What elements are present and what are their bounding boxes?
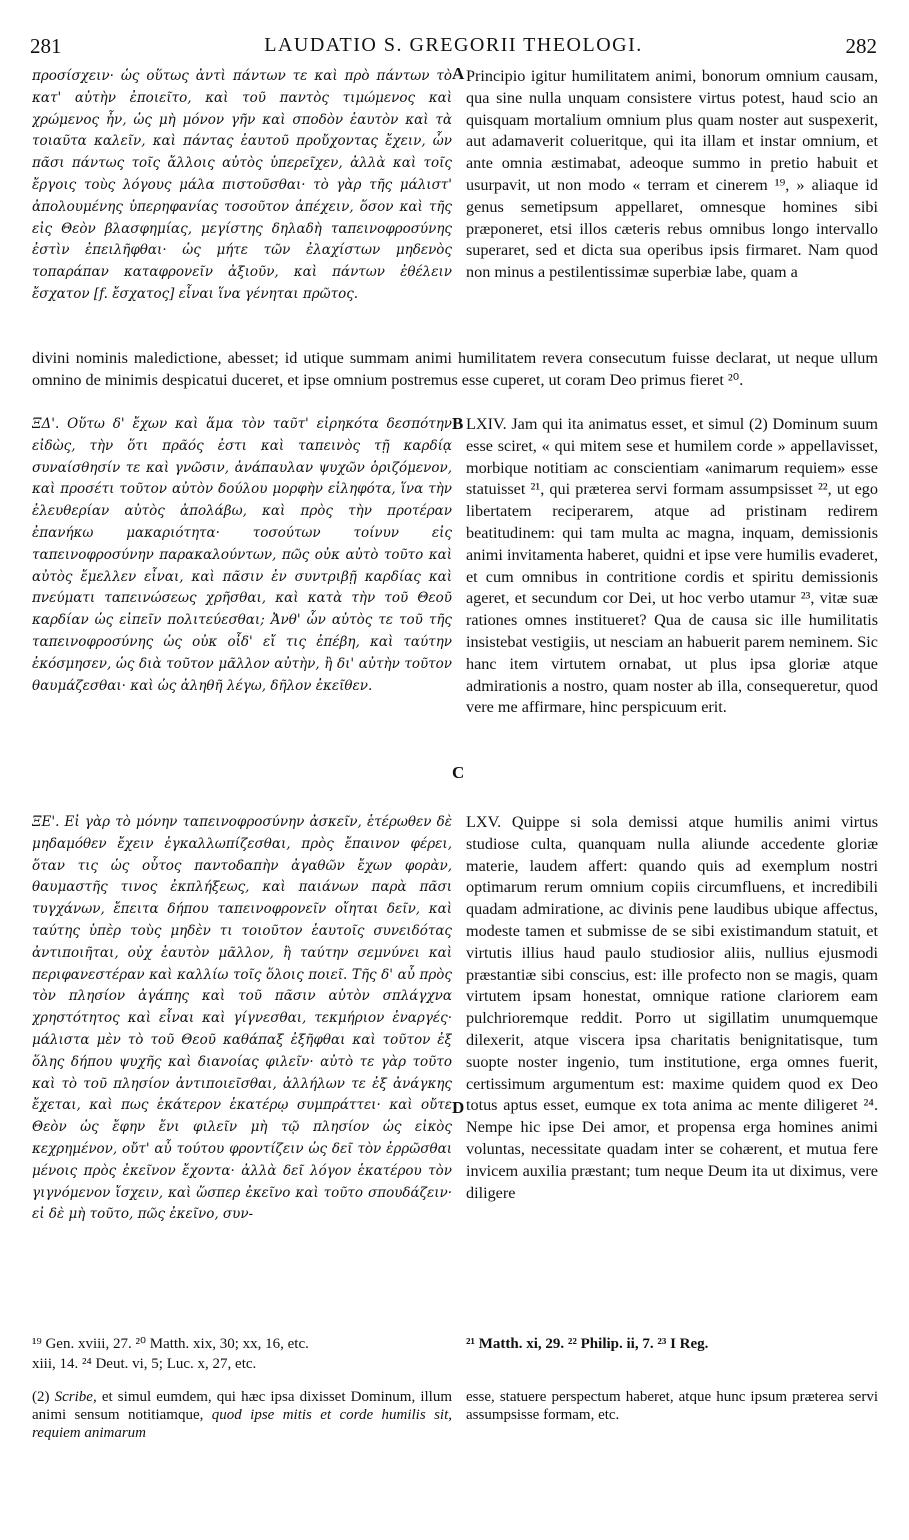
note-scribe: Scribe, bbox=[54, 1389, 97, 1405]
margin-letter-c: C bbox=[452, 763, 465, 782]
footnote-references-greek-1: ¹⁹ Gen. xviii, 27. ²⁰ Matth. xix, 30; xx, 16, etc. bbox=[32, 1336, 309, 1352]
latin-paragraph-2: LXIV. Jam qui ita animatus esset, et simul (2) Dominum suum esse sciret, « qui mitem sese et humilem corde » appellavisset, morbique notitiam ac conscientiam «animarum requiem» esse statuisset ²¹, qui præterea servi formam assumpsisset ²², ut ego libertatem reciperarem, atque ad pristinam redirem beatitudinem: qui tam multa ac magna, inquam, demissionis animi invitamenta haberet, quidni et ipse vere humilis evaderet, et cum omnibus in contritione cordis et spiritu demissionis ageret, et secundum cor Dei, ut hoc verbo utamur ²³, vitæ suæ rationes omnes institueret? Qua de causa sic ille humilitatis insistebat vestigiis, ut nesciam an habuerit parem neminem. Sic hanc item virtutem ornabat, ut plus ipsa gloriæ atque admirationis a nostro, quam noster ab illa, consequeretur, quod vere me affirmare, hinc perspicuum erit. bbox=[466, 415, 878, 717]
footnote-references-latin: ²¹ Matth. xi, 29. ²² Philip. ii, 7. ²³ I Reg. bbox=[466, 1336, 709, 1352]
greek-paragraph-3: ΞΕ'. Εἰ γὰρ τὸ μόνην ταπεινοφροσύνην ἀσκεῖν, ἑτέρωθεν δὲ μηδαμόθεν ἔχειν ἐγκαλλωπίζεσθαι, πρὸς ἔπαινον φέρει, ὅταν τις ὡς οὗτος παντοδαπὴν ἀγαθῶν ἔχων φορὰν, θαυμαστῆς τινος ἐκπλήξεως, καὶ παιάνων παρὰ πᾶσι τυγχάνων, ἔπειτα δήπου ταπεινοφρονεῖν οἴηται δεῖν, καὶ ταύτης ὑπὲρ τοὺς μηδὲν τι τοιοῦτον ἑαυτοῖς συνειδότας ἀντιποιῆται, οὐχ ἑαυτὸν μᾶλλον, ἢ ταύτην σεμνύνει καὶ περιφανεστέραν καὶ καλλίω τοῖς ὅλοις ποιεῖ. Τῆς δ' αὖ πρὸς τὸν πλησίον ἀγάπης καὶ τοῦ πᾶσιν αὐτὸν σπλάγχνα χρηστότητος καὶ εἶναι καὶ γίγνεσθαι, τεκμήριον ἐναργές· μάλιστα μὲν τὸ τοῦ Θεοῦ καθάπαξ ἐξῆφθαι καὶ τοῦτον ἐξ ὅλης δήπου ψυχῆς καὶ διανοίας φιλεῖν· αὐτὸ τε γὰρ τοῦτο καὶ τὸ τοῦ πλησίον ἀντιποιεῖσθαι, ἀλλήλων τε ἐξ ἀνάγκης ἔχεται, καὶ πως ἑκάτερον ἑκατέρῳ συμπράττει· καὶ οὔτε Θεὸν ὡς ἔφην ἔνι φιλεῖν μὴ τῷ πλησίον ὡς εἰκὸς κεχρημένον, οὔτ' αὖ τούτου φροντίζειν ὡς δεῖ τὸν ἐρρῶσθαι μένοις πρὸς ἐκεῖνον ἔχοντα· ἀλλὰ δεῖ λόγον ἑκατέρου τὸν γιγνόμενον ἴσχειν, καὶ ὥσπερ ἐκεῖνο καὶ τοῦτο σπουδάζειν· εἰ δὲ μὴ τοῦτο, πῶς ἐκεῖνο, συν- bbox=[32, 814, 452, 1223]
note-label: (2) bbox=[32, 1389, 50, 1405]
page-number-right: 282 bbox=[845, 34, 877, 58]
note-italic-3: servi assumpsisse formam, bbox=[466, 1389, 879, 1423]
margin-letter-d: D bbox=[452, 1098, 465, 1117]
margin-letter-a: A bbox=[452, 64, 465, 83]
latin-fullwidth-paragraph: divini nominis maledictione, abesset; id utique summam animi humilitatem revera consecutum fuisse declarat, ut neque ullum omnino de minimis despicatui duceret, et ipse omnium postremus esse cuperet, ut coram Deo primus fieret ²⁰. bbox=[32, 349, 878, 389]
greek-paragraph-1: προσίσχειν· ὡς οὕτως ἀντὶ πάντων τε καὶ πρὸ πάντων τὸ κατ' αὐτὴν ἐποιεῖτο, καὶ τοῦ παντὸς τιμώμενος καὶ χρώμενος ἦν, ὡς μὴ μόνον γῆν καὶ σποδὸν ἑαυτὸν καὶ τὰ τοιαῦτα καλεῖν, καὶ πάντας ἑαυτοῦ προὔχοντας ἔχειν, ὧν πᾶσι πάντως τοῖς ἄλλοις αὐτὸς ὑπερεῖχεν, ἀλλὰ καὶ τοῖς ἔργοις τοὺς λόγους μάλα πιστοῦσθαι· τὸ γὰρ τῆς μάλιστ' ἀπολουμένης ὑπερηφανίας τοσοῦτον ἀπέχειν, ὅσον καὶ τῆς εἰς Θεὸν βλασφημίας, μεγίστης δηλαδὴ ταπεινοφροσύνης ἐστὶν ἐπειλῆφθαι· ὡς μήτε τῶν ἐλαχίστων μηδενὸς τοπαράπαν καταφρονεῖν ἀξιοῦν, καὶ πάντων ἐθέλειν ἔσχατον [f. ἔσχατος] εἶναι ἵνα γένηται πρῶτος. bbox=[32, 68, 452, 302]
greek-paragraph-2: ΞΔ'. Οὕτω δ' ἔχων καὶ ἅμα τὸν ταῦτ' εἰρηκότα δεσπότην εἰδὼς, τὴν ὅτι πρᾶός ἐστι καὶ ταπεινὸς τῇ καρδίᾳ συναίσθησίν τε καὶ γνῶσιν, ἀνάπαυλαν ψυχῶν ὁριζόμενον, καὶ προσέτι τοῦτον αὐτὸν δούλου μορφὴν εἰληφότα, ἵνα τὴν ἐλευθερίαν αὐτὸς ἀπολάβω, καὶ πρὸς τὴν προτέραν ἐπανήκω μακαριότητα· τοσούτων τοίνυν εἰς ταπεινοφροσύνην παρακαλούντων, πῶς οὐκ αὐτὸ τοῦτο καὶ αὐτὸς ἔμελλεν εἶναι, καὶ πᾶσιν ἐν συντριβῇ καρδίας καὶ πνεύματι ταπεινώσεως χρῆσθαι, καὶ κατὰ τὴν τοῦ Θεοῦ καρδίαν ὡς εἰπεῖν πολιτεύεσθαι; Ἀνθ' ὧν αὐτὸς τε τοῦ τῆς ταπεινοφροσύνης ὡς οὐκ οἶδ' εἴ τις ἐπέβη, καὶ ταύτην ἐκόσμησεν, ὡς διὰ τοῦτον μᾶλλον αὐτὴν, ἢ δι' αὐτὴν τοῦτον θαυμάζεσθαι· καὶ ὡς ἀληθῆ λέγω, δῆλον ἐκεῖθεν. bbox=[32, 416, 452, 694]
latin-paragraph-1: Principio igitur humilitatem animi, bonorum omnium causam, qua sine nulla unquam consistere virtus potest, haud scio an quisquam mortalium omnium plus quam noster aut suspexerit, aut adamaverit colueritque, qui ita illam et instar omnium, et ante omnia æstimabat, adeoque summo in pretio habuit et usurpavit, ut non modo « terram et cinerem ¹⁹, » aliaque id genus semetipsum appellaret, omnesque homines sibi præponeret, etsi illos cæteris rebus omnibus longo intervallo superaret, sed et dicta sua operibus ipsis firmaret. Nam quod non minus a pestilentissimæ superbiæ labe, quam a bbox=[466, 67, 878, 282]
margin-letter-b: B bbox=[452, 414, 464, 433]
latin-paragraph-3: LXV. Quippe si sola demissi atque humilis animi virtus studiose culta, quanquam nulla aliunde accedente gloriæ materie, laudem affert: quando quis ad exemplum nostri optimarum rerum omnium copiis circumfluens, et incredibili quadam admiratione, ac divinis pene laudibus ubique affectus, modeste tamen et submisse de se sibi existimandum statuit, et virtutis illius haud paulo studiosior aliis, nullius ejusmodi præstantiæ sibi conscius, est: ille profecto non se magis, quam virtutem ipsam honestat, omnique ratione clariorem eam pulchrioremque reddit. Porro ut sigillatim unumquemque dilexerit, atque viscera ipsa charitatis benignitatisque, tum suopte noster ingenio, tum institutione, erga omnes fuerit, certissimum argumentum est: maxime quidem quod ex Deo totus aptus esset, eumque ex tota anima ac mente diligeret ²⁴. Nempe hic ipse Dei amor, et propensa erga homines animi voluntas, necessitate quadam inter se cohærent, et mutua fere invicem auxilia præstant; tum neque Deum ita ut diximus, vere diligere bbox=[466, 813, 878, 1202]
running-header bbox=[30, 34, 877, 56]
note-text-3: etc. bbox=[598, 1407, 620, 1423]
running-title: LAUDATIO S. GREGORII THEOLOGI. bbox=[264, 34, 643, 56]
note-text-2: statuere perspectum haberet, atque hunc ipsum præterea bbox=[499, 1389, 844, 1405]
note-text-1: et simul eumdem, qui hæc ipsa dixisset Dominum, illum animi sensum notitiamque, bbox=[32, 1389, 453, 1423]
editorial-note bbox=[32, 1388, 452, 1442]
note-italic-2: esse, bbox=[466, 1389, 495, 1405]
footnote-references-greek-2: xiii, 14. ²⁴ Deut. vi, 5; Luc. x, 27, etc. bbox=[32, 1356, 257, 1372]
editorial-note-continued bbox=[466, 1388, 878, 1424]
page-number-left: 281 bbox=[30, 34, 62, 58]
note-italic-1: quod ipse mitis et corde humilis sit, requiem animarum bbox=[32, 1407, 452, 1441]
